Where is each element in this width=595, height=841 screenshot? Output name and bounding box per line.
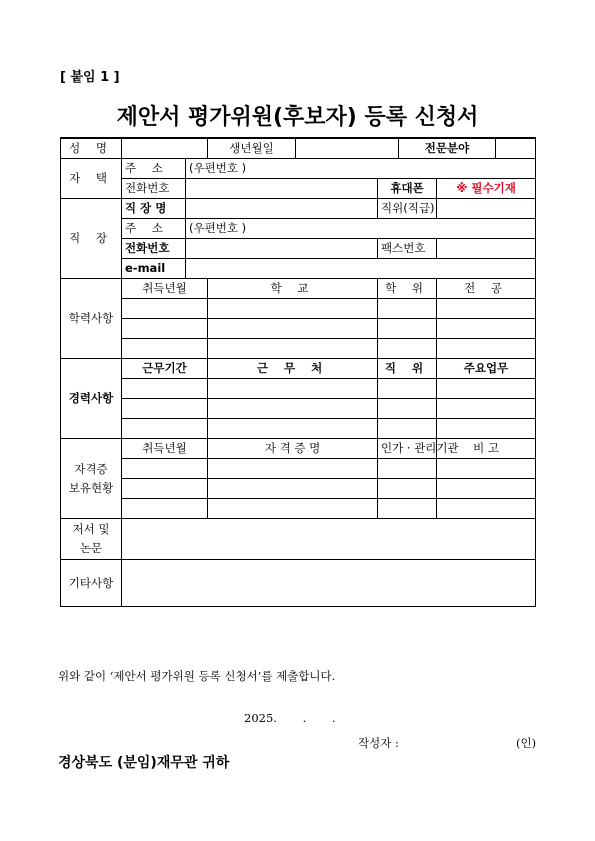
table-row <box>61 479 536 499</box>
table-row <box>61 299 536 319</box>
table-row <box>61 379 536 399</box>
row-basic-info <box>61 138 536 159</box>
work-phone-field[interactable] <box>186 239 378 259</box>
publications-label <box>61 519 122 560</box>
submission-date: 2025. . . <box>244 711 336 725</box>
home-phone-label: 전화번호 <box>122 179 186 199</box>
table-row <box>61 499 536 519</box>
name-label: 성 명 <box>61 138 122 159</box>
submission-statement: 위와 같이 ‘제안서 평가위원 등록 신청서’를 제출합니다. <box>58 669 336 683</box>
birth-field[interactable] <box>296 138 399 159</box>
career-header-duty: 주요업무 <box>437 359 536 379</box>
row-work-address <box>61 219 536 239</box>
publications-field[interactable] <box>122 519 536 560</box>
work-section-label: 직 장 <box>61 199 122 279</box>
specialty-label: 전문분야 <box>399 138 496 159</box>
row-home-phone <box>61 179 536 199</box>
company-field[interactable] <box>186 199 378 219</box>
career-header-workplace: 근 무 처 <box>208 359 378 379</box>
license-section-line1: 자격증 <box>74 461 108 476</box>
annex-label: [ 붙임 1 ] <box>60 70 120 85</box>
table-row <box>61 399 536 419</box>
table-row <box>61 319 536 339</box>
name-field[interactable] <box>122 138 208 159</box>
license-header-remarks: 비 고 <box>437 439 536 459</box>
seal-label: (인) <box>516 736 537 750</box>
education-header-date: 취득년월 <box>122 279 208 299</box>
license-header-name: 자 격 증 명 <box>208 439 378 459</box>
career-header-position: 직 위 <box>378 359 437 379</box>
table-row <box>61 419 536 439</box>
position-field[interactable] <box>437 199 536 219</box>
work-address-field[interactable]: (우편번호 ) <box>186 219 536 239</box>
home-section-label: 자 택 <box>61 159 122 199</box>
home-phone-field[interactable] <box>186 179 378 199</box>
license-section-line2: 보유현황 <box>68 480 114 495</box>
others-field[interactable] <box>122 560 536 607</box>
table-row <box>61 459 536 479</box>
specialty-field[interactable] <box>496 138 536 159</box>
row-work-email <box>61 259 536 279</box>
table-row <box>61 339 536 359</box>
addressee: 경상북도 (분임)재무관 귀하 <box>58 755 230 771</box>
writer-label: 작성자 : <box>358 736 399 750</box>
education-section-label: 학력사항 <box>61 279 122 359</box>
work-phone-label: 전화번호 <box>122 239 186 259</box>
email-label: e-mail <box>122 259 186 279</box>
row-home-address <box>61 159 536 179</box>
publications-line1: 저서 및 <box>72 522 110 536</box>
fax-field[interactable] <box>437 239 536 259</box>
license-section-label <box>61 439 122 519</box>
email-field[interactable] <box>186 259 536 279</box>
row-work-phone <box>61 239 536 259</box>
fax-label: 팩스번호 <box>378 239 437 259</box>
career-header-period: 근무기간 <box>122 359 208 379</box>
company-label: 직 장 명 <box>122 199 186 219</box>
home-address-field[interactable]: (우편번호 ) <box>186 159 536 179</box>
application-form-table <box>60 137 536 607</box>
others-label: 기타사항 <box>61 560 122 607</box>
education-header-school: 학 교 <box>208 279 378 299</box>
education-header-major: 전 공 <box>437 279 536 299</box>
row-publications <box>61 519 536 560</box>
mobile-label: 휴대폰 <box>378 179 437 199</box>
home-address-label: 주 소 <box>122 159 186 179</box>
career-section-label: 경력사항 <box>61 359 122 439</box>
form-title: 제안서 평가위원(후보자) 등록 신청서 <box>116 105 479 130</box>
row-license-header <box>61 439 536 459</box>
license-header-authority: 인가 · 관리기관 <box>378 439 437 459</box>
row-others <box>61 560 536 607</box>
publications-line2: 논문 <box>79 541 103 555</box>
birth-label: 생년월일 <box>208 138 296 159</box>
row-career-header <box>61 359 536 379</box>
position-label: 직위(직급) <box>378 199 437 219</box>
work-address-label: 주 소 <box>122 219 186 239</box>
row-work-company <box>61 199 536 219</box>
license-header-date: 취득년월 <box>122 439 208 459</box>
row-education-header <box>61 279 536 299</box>
education-header-degree: 학 위 <box>378 279 437 299</box>
required-note: ※ 필수기재 <box>437 179 536 199</box>
